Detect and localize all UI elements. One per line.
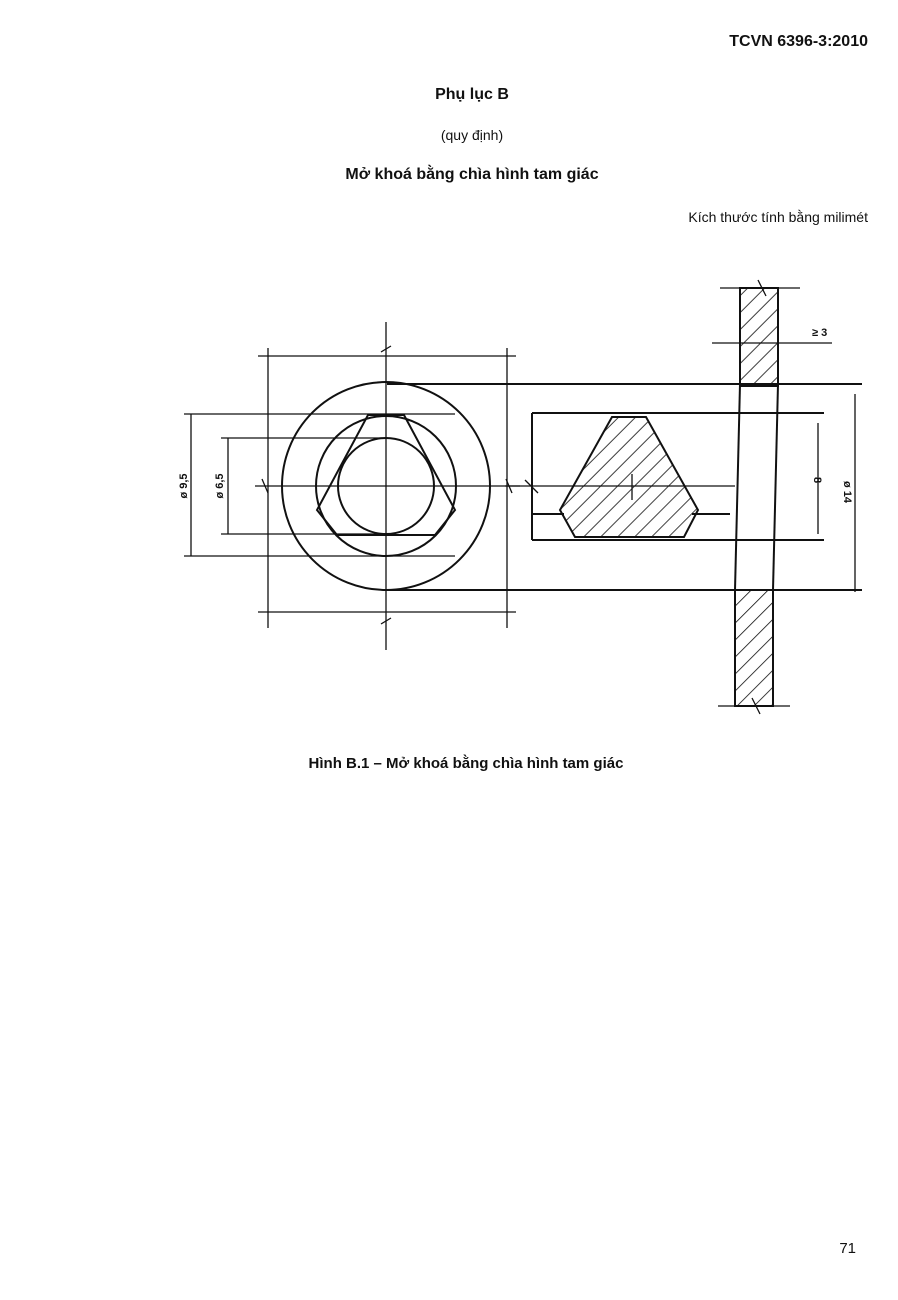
wall-section-top bbox=[740, 288, 778, 386]
key-height-label: 8 bbox=[811, 476, 823, 484]
inner-diameter-label: ø 6,5 bbox=[214, 473, 226, 499]
annex-title: Phụ lục B bbox=[435, 86, 509, 103]
outer-diameter-label: ø 9,5 bbox=[178, 473, 190, 499]
standard-code: TCVN 6396-3:2010 bbox=[729, 33, 868, 50]
units-note: Kích thước tính bằng milimét bbox=[688, 209, 868, 225]
hole-diameter-label: ø 14 bbox=[841, 480, 853, 504]
front-view bbox=[178, 322, 520, 650]
key-section bbox=[560, 417, 698, 537]
page-number: 71 bbox=[839, 1240, 856, 1257]
wall-thickness-label: ≥ 3 bbox=[812, 327, 828, 339]
wall-section-bottom bbox=[735, 590, 773, 706]
break-marks bbox=[262, 346, 512, 624]
annex-heading: Mở khoá bằng chìa hình tam giác bbox=[345, 166, 599, 183]
section-view bbox=[387, 280, 862, 714]
annex-status: (quy định) bbox=[440, 127, 504, 143]
figure-caption: Hình B.1 – Mở khoá bằng chìa hình tam giác bbox=[308, 755, 624, 772]
